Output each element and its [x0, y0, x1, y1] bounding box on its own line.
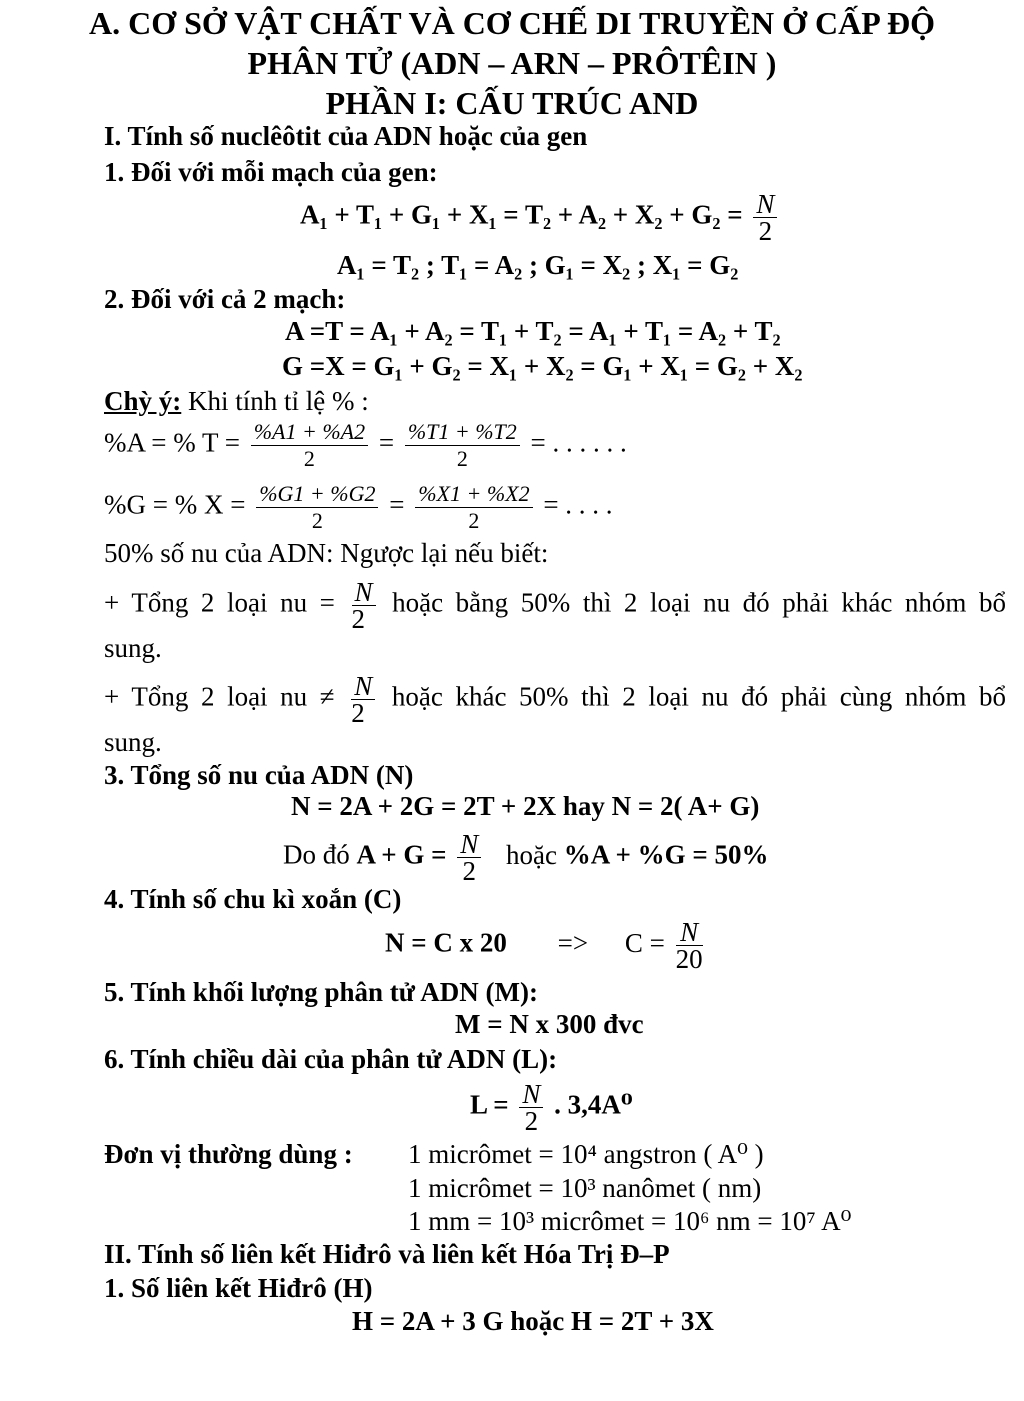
- equation-strand-sum: [300, 189, 781, 246]
- equation-cycles: [385, 917, 707, 974]
- title-line-1: A. CƠ SỞ VẬT CHẤT VÀ CƠ CHẾ DI TRUYỀN Ở CẤP ĐỘ: [88, 5, 936, 41]
- fraction-percent-x: [415, 482, 532, 533]
- unit-conversion-nanometer: 1 micrômet = 10³ nanômet ( nm): [408, 1173, 762, 1203]
- rule1-continuation: sung.: [104, 633, 162, 663]
- l-equals-text: L =: [470, 1089, 509, 1120]
- fraction-n-over-20: [675, 917, 703, 974]
- equation-mass: M = N x 300 đvc: [455, 1009, 644, 1039]
- rule2-continuation: sung.: [104, 727, 162, 757]
- heading-bonds: II. Tính số liên kết Hiđrô và liên kết Hóa Trị Đ–P: [104, 1239, 670, 1269]
- equation-percent-a: %A = % T = $\frac{\%A1 + \%A2}{2}$ = $\frac{\%T1 + \%T2}{2}$ = . . . . . .: [104, 419, 627, 471]
- fraction-numerator: %X1 + %X2: [415, 482, 532, 508]
- fraction-denominator: 2: [524, 1106, 539, 1136]
- rule-complementary-same: [104, 671, 1007, 728]
- fraction-numerator: %G1 + %G2: [256, 482, 378, 508]
- fraction-n-over-2: [351, 671, 375, 728]
- heading-length: 6. Tính chiều dài của phân tử ADN (L):: [104, 1044, 558, 1074]
- rule1-end: hoặc bằng 50% thì 2 loại nu đó phải khác nhóm bổ: [392, 587, 1006, 618]
- heading-helix-cycles: 4. Tính số chu kì xoắn (C): [104, 884, 402, 914]
- equation-strand-pairs: A₁ = T₂ ; T₁ = A₂ ; G₁ = X₂ ; X₁ = G₂: [337, 250, 739, 280]
- unit-conversion-angstrom: 1 micrômet = 10⁴ angstron ( A⁰ ): [408, 1139, 764, 1169]
- percent-a-tail: = . . . . . .: [530, 427, 627, 458]
- fraction-denominator: 20: [675, 944, 703, 974]
- equation-length: [470, 1079, 633, 1136]
- section-heading-1: I. Tính số nuclêôtit của ADN hoặc của gen: [104, 121, 588, 151]
- fraction-percent-a: [251, 420, 368, 471]
- equation-a-plus-g: [283, 829, 769, 886]
- c-equals-text: C =: [624, 927, 665, 958]
- rule-complementary-different: [104, 577, 1006, 634]
- a-plus-g-text: A + G =: [356, 839, 447, 870]
- implies-arrow: =>: [557, 927, 589, 958]
- line-fifty-percent: 50% số nu của ADN: Ngược lại nếu biết:: [104, 538, 549, 568]
- unit-conversion-millimeter: 1 mm = 10³ micrômet = 10⁶ nm = 10⁷ A⁰: [408, 1206, 852, 1236]
- fraction-n-over-2: [457, 829, 481, 886]
- title-line-3: PHẦN I: CẤU TRÚC AND: [325, 85, 699, 121]
- fraction-numerator: N: [676, 920, 703, 946]
- fraction-denominator: 2: [468, 508, 480, 533]
- fraction-denominator: 2: [758, 216, 773, 246]
- title-line-2: PHÂN TỬ (ADN – ARN – PRÔTÊIN ): [247, 45, 777, 81]
- heading-total-nucleotides: 3. Tổng số nu của ADN (N): [104, 760, 414, 790]
- percent-g-left: %G = % X =: [104, 489, 246, 520]
- note-text: Khi tính tỉ lệ % :: [181, 386, 369, 416]
- subheading-each-strand: 1. Đối với mỗi mạch của gen:: [104, 157, 438, 187]
- fraction-percent-t: [405, 420, 520, 471]
- percent-g-tail: = . . . .: [543, 489, 613, 520]
- fraction-denominator: 2: [303, 446, 315, 471]
- percent-a-left: %A = % T =: [104, 427, 240, 458]
- note-line: [104, 385, 369, 417]
- fraction-denominator: 2: [456, 446, 468, 471]
- note-label: Chỳ ý:: [104, 386, 182, 416]
- therefore-text: Do đó: [283, 839, 350, 870]
- equation-hydrogen: H = 2A + 3 G hoặc H = 2T + 3X: [352, 1306, 714, 1336]
- length-factor-text: . 3,4A⁰: [554, 1089, 633, 1120]
- equation-total-n: N = 2A + 2G = 2T + 2X hay N = 2( A+ G): [291, 791, 760, 821]
- heading-molecular-mass: 5. Tính khối lượng phân tử ADN (M):: [104, 977, 538, 1007]
- equation-text: A₁ + T₁ + G₁ + X₁ = T₂ + A₂ + X₂ + G₂ =: [300, 199, 743, 230]
- fraction-n-over-2: [753, 189, 777, 246]
- fraction-numerator: N: [351, 674, 375, 700]
- fraction-denominator: 2: [462, 856, 477, 886]
- equation-g-equals-x: G =X = G₁ + G₂ = X₁ + X₂ = G₁ + X₁ = G₂ + X₂: [282, 351, 803, 381]
- fraction-denominator: 2: [351, 604, 365, 634]
- fraction-numerator: %T1 + %T2: [405, 420, 520, 446]
- rule2-end: hoặc khác 50% thì 2 loại nu đó phải cùng nhóm bổ: [391, 681, 1007, 712]
- percent-sum-text: %A + %G = 50%: [563, 839, 769, 870]
- fraction-denominator: 2: [351, 698, 365, 728]
- fraction-numerator: N: [457, 832, 481, 858]
- fraction-denominator: 2: [311, 508, 323, 533]
- or-text: hoặc: [506, 839, 558, 870]
- fraction-numerator: N: [519, 1082, 543, 1108]
- n-equals-c-text: N = C x 20: [385, 927, 507, 958]
- fraction-n-over-2: [519, 1079, 543, 1136]
- subheading-both-strands: 2. Đối với cả 2 mạch:: [104, 284, 346, 314]
- fraction-n-over-2: [351, 577, 376, 634]
- fraction-numerator: %A1 + %A2: [251, 420, 368, 446]
- fraction-percent-g: [256, 482, 378, 533]
- rule1-start: + Tổng 2 loại nu =: [104, 587, 335, 618]
- rule2-start: + Tổng 2 loại nu ≠: [104, 681, 335, 712]
- fraction-numerator: N: [753, 192, 777, 218]
- heading-hydrogen-bonds: 1. Số liên kết Hiđrô (H): [104, 1273, 373, 1303]
- equation-a-equals-t: A =T = A₁ + A₂ = T₁ + T₂ = A₁ + T₁ = A₂ + T₂: [285, 316, 781, 346]
- fraction-numerator: N: [352, 580, 376, 606]
- equation-percent-g: %G = % X = $\frac{\%G1 + \%G2}{2}$ = $\frac{\%X1 + \%X2}{2}$ = . . . .: [104, 481, 613, 533]
- units-label: Đơn vị thường dùng :: [104, 1139, 353, 1169]
